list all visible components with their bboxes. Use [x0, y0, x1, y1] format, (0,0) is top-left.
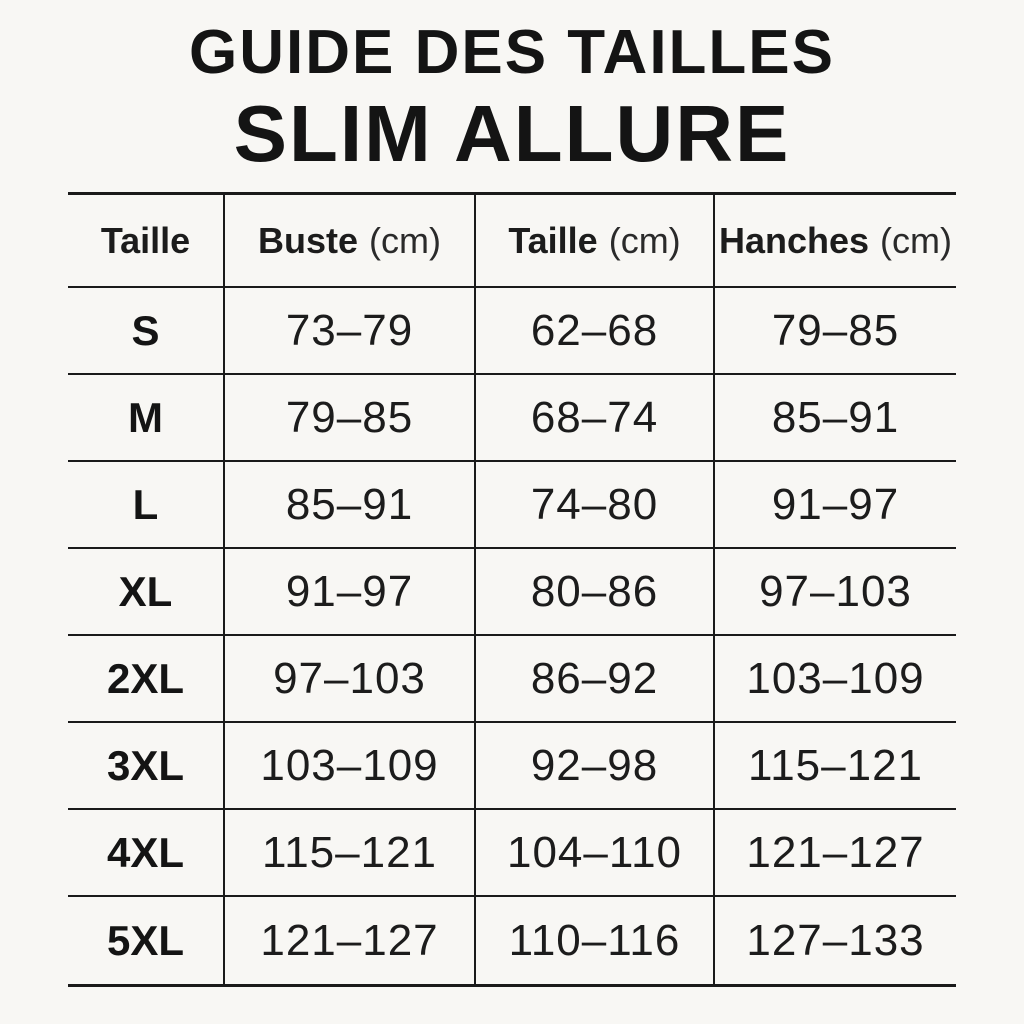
column-header-unit: (cm)	[880, 219, 953, 261]
table-row	[68, 375, 956, 462]
waist-cell: 62–68	[474, 288, 713, 373]
waist-cell: 80–86	[474, 549, 713, 634]
table-row	[68, 897, 956, 984]
waist-cell: 74–80	[474, 462, 713, 547]
size-guide-table	[68, 192, 956, 987]
table-row	[68, 723, 956, 810]
size-cell: 4XL	[106, 828, 185, 876]
hips-cell: 79–85	[713, 288, 956, 373]
column-header-unit: (cm)	[369, 219, 441, 261]
column-header-waist	[474, 195, 713, 286]
waist-cell: 86–92	[474, 636, 713, 721]
column-header-unit: (cm)	[608, 219, 681, 261]
column-header-label: Taille	[100, 219, 191, 261]
hips-cell: 103–109	[713, 636, 956, 721]
waist-cell: 92–98	[474, 723, 713, 808]
bust-cell: 73–79	[223, 288, 474, 373]
hips-cell: 85–91	[713, 375, 956, 460]
table-row	[68, 288, 956, 375]
size-cell: S	[131, 306, 160, 354]
bust-cell: 91–97	[223, 549, 474, 634]
table-row	[68, 549, 956, 636]
table-row	[68, 810, 956, 897]
bust-cell: 115–121	[223, 810, 474, 895]
bust-cell: 97–103	[223, 636, 474, 721]
waist-cell: 68–74	[474, 375, 713, 460]
size-cell: 5XL	[106, 916, 185, 964]
column-header-bust	[223, 195, 474, 286]
page-header	[0, 0, 1024, 178]
waist-cell: 110–116	[474, 897, 713, 984]
page-subtitle: SLIM ALLURE	[233, 89, 791, 178]
column-header-size	[68, 195, 223, 286]
bust-cell: 103–109	[223, 723, 474, 808]
column-header-hips	[713, 195, 956, 286]
size-cell: L	[132, 480, 159, 528]
hips-cell: 115–121	[713, 723, 956, 808]
table-row	[68, 636, 956, 723]
table-header-row	[68, 195, 956, 288]
hips-cell: 97–103	[713, 549, 956, 634]
column-header-label: Hanches	[718, 219, 870, 261]
hips-cell: 127–133	[713, 897, 956, 984]
waist-cell: 104–110	[474, 810, 713, 895]
size-cell: 3XL	[106, 741, 185, 789]
size-cell: M	[128, 393, 163, 441]
bust-cell: 79–85	[223, 375, 474, 460]
bust-cell: 121–127	[223, 897, 474, 984]
size-cell: XL	[118, 567, 173, 615]
hips-cell: 91–97	[713, 462, 956, 547]
table-row	[68, 462, 956, 549]
column-header-label: Buste	[258, 219, 359, 261]
column-header-label: Taille	[508, 219, 598, 261]
bust-cell: 85–91	[223, 462, 474, 547]
size-cell: 2XL	[106, 654, 185, 702]
page-title: GUIDE DES TAILLES	[188, 18, 835, 87]
hips-cell: 121–127	[713, 810, 956, 895]
